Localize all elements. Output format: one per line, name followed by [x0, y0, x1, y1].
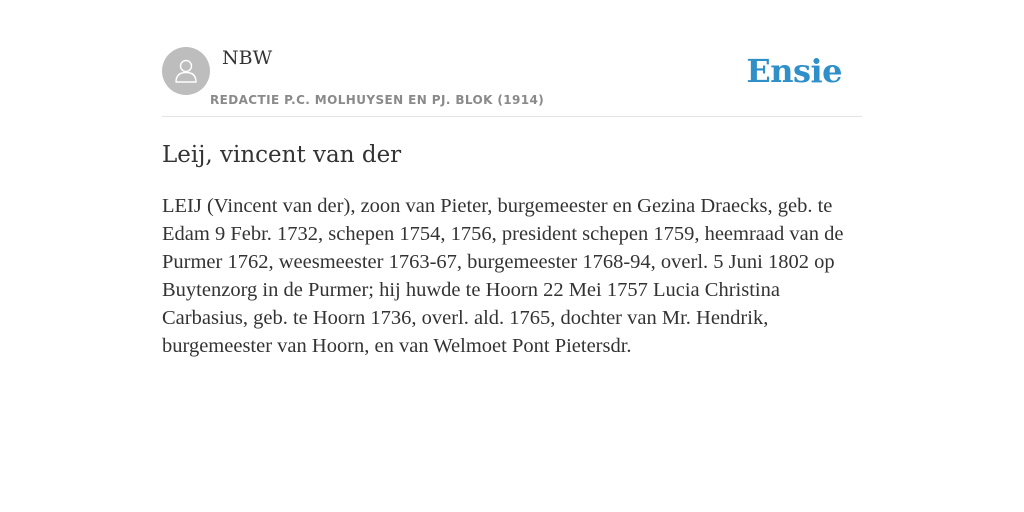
article-body: LEIJ (Vincent van der), zoon van Pieter, burgemeester en Gezina Draecks, geb. te Edam 9 Febr. 1732, schepen 1754, 1756, president schepen 1759, heemraad van de Purmer 1762, weesmeester 1763-67, burgemeester 1768-94, overl. 5 Juni 1802 op Buytenzorg in de Purmer; hij huwde te Hoorn 22 Mei 1757 Lucia Christina Carbasius, geb. te Hoorn 1736, overl. ald. 1765, dochter van Mr. Hendrik, burgemeester van Hoorn, en van Welmoet Pont Pietersdr.	[162, 195, 844, 357]
article-header	[162, 46, 862, 117]
user-icon	[174, 58, 198, 84]
author-name[interactable]: NBW	[222, 47, 273, 69]
article-title: Leij, vincent van der	[162, 142, 402, 168]
author-avatar[interactable]	[162, 47, 210, 95]
ensie-logo[interactable]: Ensie	[746, 52, 842, 90]
author-credit: REDACTIE P.C. MOLHUYSEN EN PJ. BLOK (1914)	[210, 93, 545, 107]
